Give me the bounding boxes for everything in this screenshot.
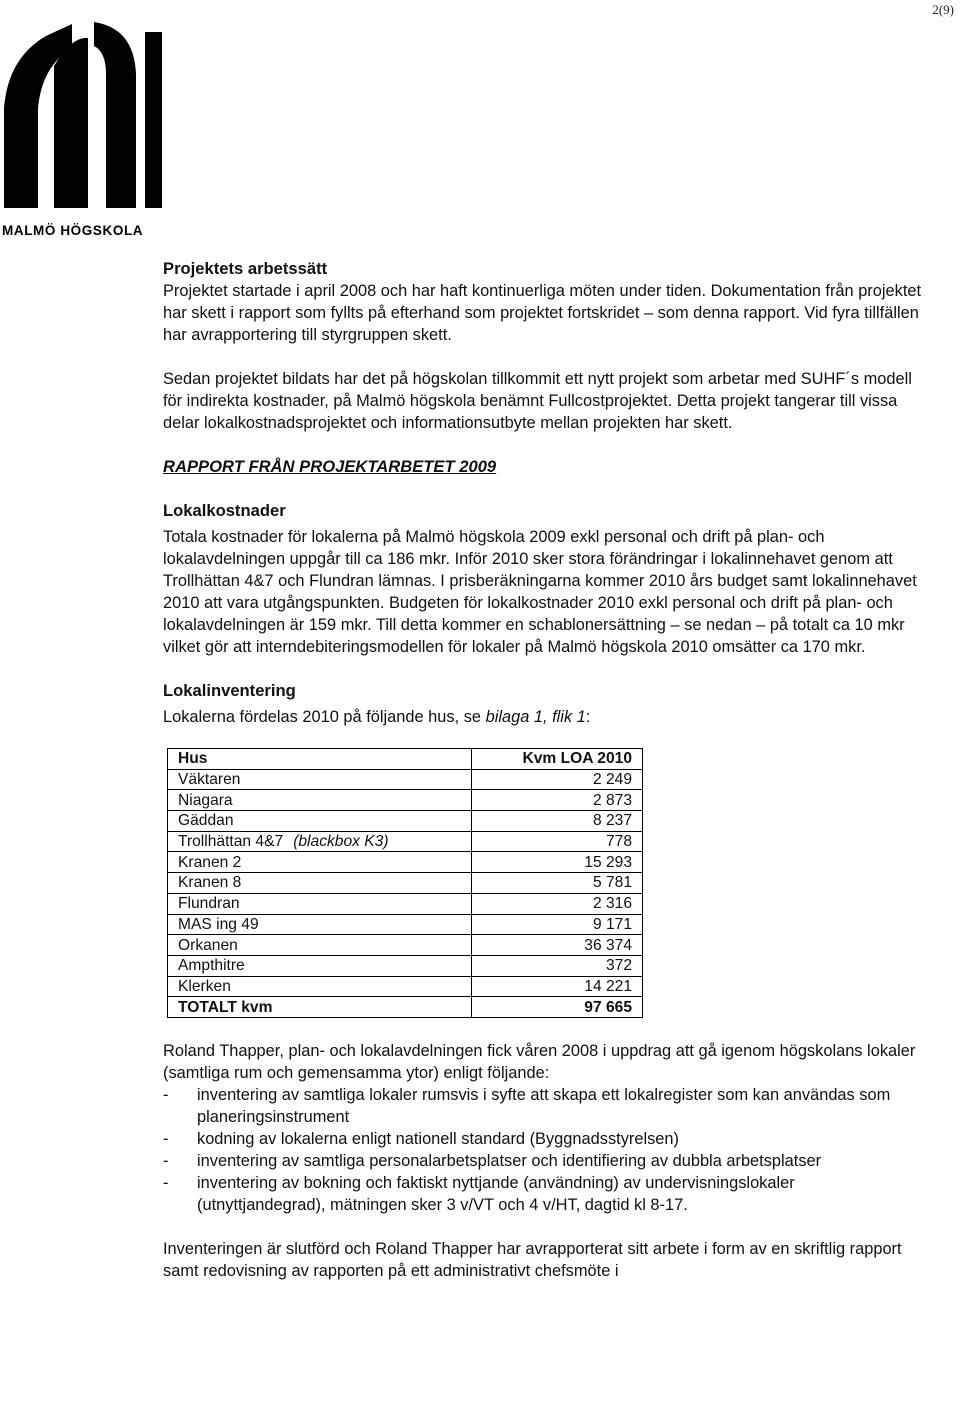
table-row — [168, 893, 643, 914]
hus-name: Kranen 2 — [178, 853, 242, 871]
cell-kvm: 14 221 — [472, 976, 643, 997]
paragraph-closing: Inventeringen är slutförd och Roland Thapper har avrapporterat sitt arbete i form av en skriftlig rapport samt redovisning av rapporten på ett administrativt chefsmöte i — [163, 1239, 902, 1280]
cell-kvm: 9 171 — [472, 914, 643, 935]
intro-suffix: : — [585, 708, 591, 726]
hus-name: Klerken — [178, 977, 231, 995]
cell-hus — [168, 976, 472, 997]
table-row — [168, 955, 643, 976]
section-heading-arbetssatt: Projektets arbetssätt — [163, 259, 328, 278]
cell-kvm: 372 — [472, 955, 643, 976]
cell-kvm: 2 873 — [472, 790, 643, 811]
document-body — [163, 258, 923, 1304]
list-item-text: inventering av samtliga personalarbetsplatser och identifiering av dubbla arbetsplatser — [197, 1151, 822, 1170]
table-row — [168, 873, 643, 894]
intro-prefix: Lokalerna fördelas 2010 på följande hus, se — [163, 708, 486, 726]
paragraph-arbetssatt-1: Projektet startade i april 2008 och har haft kontinuerliga möten under tiden. Dokumentation från projektet har skett i rapport som fyllts på efterhand som projektet fortskridet – som denna rapport. Vid fyra tillfällen har avrapportering till styrgruppen skett. — [163, 282, 922, 344]
table-row — [168, 769, 643, 790]
cell-hus — [168, 769, 472, 790]
total-kvm: 97 665 — [472, 997, 643, 1018]
table-row — [168, 831, 643, 852]
hus-name: Ampthitre — [178, 957, 245, 975]
section-heading-lokalinventering: Lokalinventering — [163, 681, 296, 700]
section-heading-lokalkostnader: Lokalkostnader — [163, 501, 286, 520]
paragraph-lokalkostnader: Totala kostnader för lokalerna på Malmö högskola 2009 exkl personal och drift på plan- och lokalavdelningen uppgår till ca 186 mkr. Inför 2010 sker stora förändringar i lokalinnehavet genom att Trollhättan 4&7 och Flundran lämnas. I prisberäkningarna kommer 2010 års budget samt lokalinnehavet 2010 att vara utgångspunkten. Budgeten för lokalkostnader 2010 exkl personal och drift på plan- och lokalavdelningen är 159 mkr. Till detta kommer en schablonersättning – se nedan – på totalt ca 10 mkr vilket gör att interndebiteringsmodellen för lokaler på Malmö högskola 2010 omsätter ca 170 mkr. — [163, 528, 917, 656]
table-row — [168, 935, 643, 956]
hus-name: Flundran — [178, 895, 240, 913]
list-item-text: inventering av bokning och faktiskt nyttjande (användning) av undervisningslokaler (utnyttjandegrad), mätningen sker 3 v/VT och 4 v/HT, dagtid kl 8-17. — [197, 1173, 795, 1214]
cell-hus — [168, 914, 472, 935]
hus-name: Kranen 8 — [178, 874, 242, 892]
cell-kvm: 5 781 — [472, 873, 643, 894]
table-row — [168, 852, 643, 873]
paragraph-roland-thapper: Roland Thapper, plan- och lokalavdelningen fick våren 2008 i uppdrag att gå igenom högskolans lokaler (samtliga rum och gemensamma ytor) enligt följande: — [163, 1041, 916, 1082]
cell-hus — [168, 811, 472, 832]
cell-hus — [168, 852, 472, 873]
logo-mark-icon — [2, 18, 164, 208]
cell-kvm: 36 374 — [472, 935, 643, 956]
logo-wordmark: MALMÖ HÖGSKOLA — [2, 223, 144, 238]
list-item — [163, 1172, 923, 1216]
table-total-row — [168, 997, 643, 1018]
list-item — [163, 1150, 923, 1172]
cell-hus — [168, 831, 472, 852]
list-item — [163, 1084, 923, 1128]
table-row — [168, 914, 643, 935]
dash-bullet-icon: - — [163, 1173, 169, 1192]
inventering-list — [163, 1084, 923, 1216]
cell-kvm: 778 — [472, 831, 643, 852]
dash-bullet-icon: - — [163, 1129, 169, 1148]
dash-bullet-icon: - — [163, 1085, 169, 1104]
hus-name: Niagara — [178, 791, 233, 809]
lokaler-table — [167, 748, 643, 1018]
cell-kvm: 15 293 — [472, 852, 643, 873]
list-item-text: inventering av samtliga lokaler rumsvis i syfte att skapa ett lokalregister som kan användas som planeringsinstrument — [197, 1085, 891, 1126]
hus-name: Väktaren — [178, 771, 241, 789]
cell-hus — [168, 873, 472, 894]
paragraph-lokalinventering-intro — [163, 706, 923, 728]
cell-hus — [168, 790, 472, 811]
cell-kvm: 2 249 — [472, 769, 643, 790]
table-row — [168, 976, 643, 997]
cell-kvm: 2 316 — [472, 893, 643, 914]
table-header-row — [168, 749, 643, 770]
cell-kvm: 8 237 — [472, 811, 643, 832]
header-hus: Hus — [168, 749, 472, 770]
table-row — [168, 811, 643, 832]
page-number: 2(9) — [932, 2, 954, 17]
cell-hus — [168, 955, 472, 976]
paragraph-arbetssatt-2: Sedan projektet bildats har det på högskolan tillkommit ett nytt projekt som arbetar med SUHF´s modell för indirekta kostnader, på Malmö högskola benämnt Fullcostprojektet. Detta projekt tangerar till vissa delar lokalkostnadsprojektet och informationsutbyte mellan projekten har skett. — [163, 370, 912, 432]
hus-note: (blackbox K3) — [293, 833, 389, 851]
hus-name: Trollhättan 4&7 — [178, 833, 284, 851]
cell-hus — [168, 935, 472, 956]
hus-name: Gäddan — [178, 812, 234, 830]
table-row — [168, 790, 643, 811]
total-label: TOTALT kvm — [168, 997, 472, 1018]
malmo-hogskola-logo — [2, 18, 167, 238]
intro-bilaga-ref: bilaga 1, flik 1 — [485, 708, 586, 726]
hus-name: Orkanen — [178, 936, 238, 954]
header-kvm: Kvm LOA 2010 — [472, 749, 643, 770]
dash-bullet-icon: - — [163, 1151, 169, 1170]
report-title: RAPPORT FRÅN PROJEKTARBETET 2009 — [163, 457, 497, 476]
cell-hus — [168, 893, 472, 914]
list-item-text: kodning av lokalerna enligt nationell standard (Byggnadsstyrelsen) — [197, 1129, 679, 1148]
hus-name: MAS ing 49 — [178, 915, 259, 933]
list-item — [163, 1128, 923, 1150]
